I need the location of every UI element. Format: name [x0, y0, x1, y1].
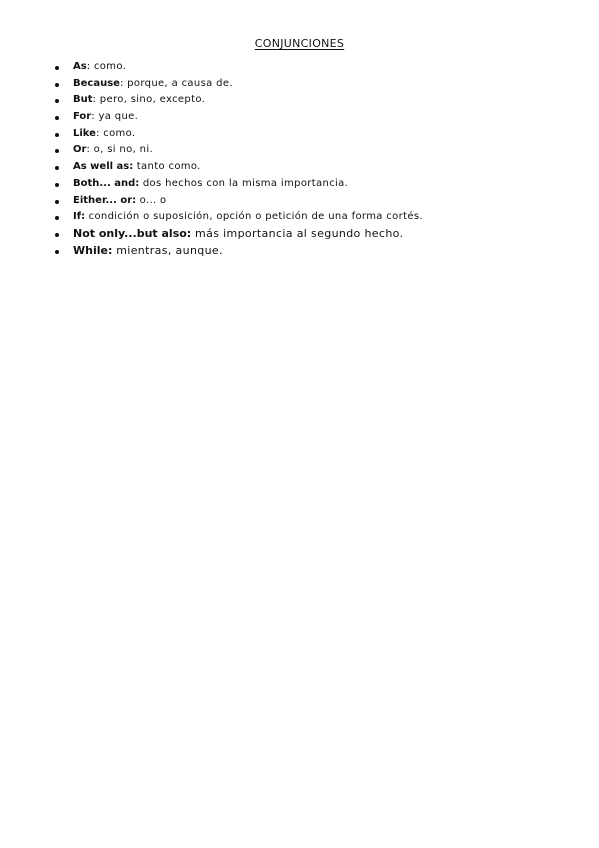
- conjunction-definition: condición o suposición, opción o petición de una forma cortés.: [85, 211, 423, 223]
- conjunction-term: Like: [73, 127, 96, 139]
- conjunction-term: Not only...but also:: [73, 226, 192, 240]
- conjunction-definition: tanto como.: [133, 161, 201, 173]
- conjunction-term: Either... or:: [73, 194, 137, 206]
- document-title: CONJUNCIONES: [254, 37, 345, 50]
- list-item: [55, 176, 555, 193]
- conjunction-definition: : como.: [95, 127, 136, 139]
- bullet-icon: [55, 216, 59, 220]
- conjunction-definition: más importancia al segundo hecho.: [191, 226, 404, 240]
- conjunction-term: Or: [73, 144, 87, 156]
- conjunction-definition: : o, si no, ni.: [86, 144, 153, 156]
- list-item: [55, 209, 555, 226]
- bullet-icon: [55, 183, 59, 187]
- conjunction-definition: : como.: [86, 61, 127, 72]
- list-item: [55, 109, 555, 126]
- bullet-icon: [55, 200, 59, 204]
- list-item: [55, 76, 555, 93]
- list-item: [55, 243, 555, 260]
- conjunction-term: But: [73, 94, 93, 106]
- list-item: [55, 142, 555, 159]
- conjunction-term: Both... and:: [73, 177, 140, 189]
- conjunction-list: [55, 59, 555, 259]
- bullet-icon: [55, 166, 59, 170]
- bullet-icon: [55, 116, 59, 120]
- conjunction-definition: o... o: [136, 194, 167, 206]
- conjunction-definition: : pero, sino, excepto.: [92, 94, 206, 106]
- conjunction-definition: mientras, aunque.: [112, 243, 223, 257]
- conjunction-term: If:: [73, 211, 86, 223]
- bullet-icon: [55, 66, 59, 70]
- conjunction-term: For: [73, 111, 92, 123]
- conjunction-definition: : porque, a causa de.: [119, 77, 233, 89]
- bullet-icon: [55, 250, 59, 254]
- list-item: [55, 193, 555, 210]
- conjunction-term: Because: [73, 77, 120, 89]
- list-item: [55, 159, 555, 176]
- bullet-icon: [55, 233, 59, 237]
- bullet-icon: [55, 83, 59, 87]
- list-item: [55, 92, 555, 109]
- bullet-icon: [55, 149, 59, 153]
- conjunction-term: While:: [73, 243, 113, 257]
- list-item: [55, 126, 555, 143]
- conjunction-term: As: [73, 61, 87, 72]
- conjunction-definition: dos hechos con la misma importancia.: [139, 177, 349, 189]
- bullet-icon: [55, 133, 59, 137]
- list-item: [55, 59, 555, 76]
- bullet-icon: [55, 99, 59, 103]
- list-item: [55, 226, 555, 243]
- conjunction-definition: : ya que.: [91, 111, 139, 123]
- conjunction-term: As well as:: [73, 161, 134, 173]
